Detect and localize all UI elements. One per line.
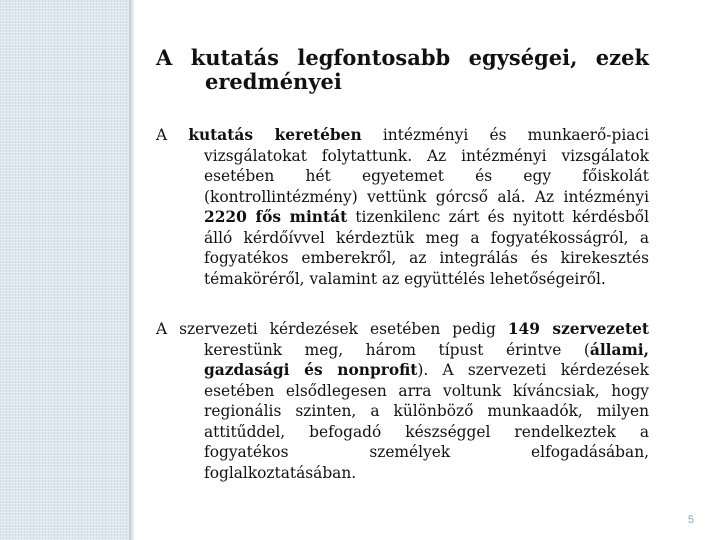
p2-text: A szervezeti kérdezések esetében pedig: [156, 320, 496, 338]
p1-rest: tizenkilenc zárt és nyitott kérdésből álló kérdőívvel kérdeztük meg a fogyatékosságról, a fogyatékos emberekről, az integrálás és kirekesztés témaköréről, valamint az együttélés lehetőségeiről.: [204, 208, 649, 288]
paragraph-organizations: [156, 319, 649, 483]
p1-text: intézményi és munkaerő-piaci vizsgálatokat folytattunk. Az intézményi vizsgálatok esetében hét egyetemet és egy főiskolát (kontrollintézmény) vettünk górcső alá. Az intézményi: [204, 126, 649, 206]
title-line-1: A kutatás legfontosabb egységei, ezek: [156, 45, 649, 70]
paragraph-research-scope: [156, 125, 649, 289]
slide-content: [156, 46, 649, 483]
p1-sample-size: 2220 fős mintát: [204, 208, 348, 226]
slide-number: 5: [687, 514, 694, 526]
slide-title: [156, 46, 649, 94]
p2-rest: ). A szervezeti kérdezések esetében elsődlegesen arra voltunk kíváncsiak, hogy regionális szinten, a különböző munkaadók, milyen attitűddel, befogadó készséggel rendelkeztek a fogyatékos személyek elfogadásában, foglalkoztatásában.: [204, 361, 649, 482]
title-line-2: eredményei: [205, 69, 342, 94]
p1-bold-phrase: kutatás keretében: [188, 126, 362, 144]
p2-mid: kerestünk meg, három típust érintve (: [204, 340, 590, 359]
p2-org-types: állami, gazdasági és nonprofit: [204, 340, 649, 379]
decorative-sidebar: [0, 0, 130, 540]
sidebar-shadow: [129, 0, 135, 540]
p2-org-count: 149 szervezetet: [507, 320, 649, 338]
p1-lead: A: [156, 126, 168, 144]
